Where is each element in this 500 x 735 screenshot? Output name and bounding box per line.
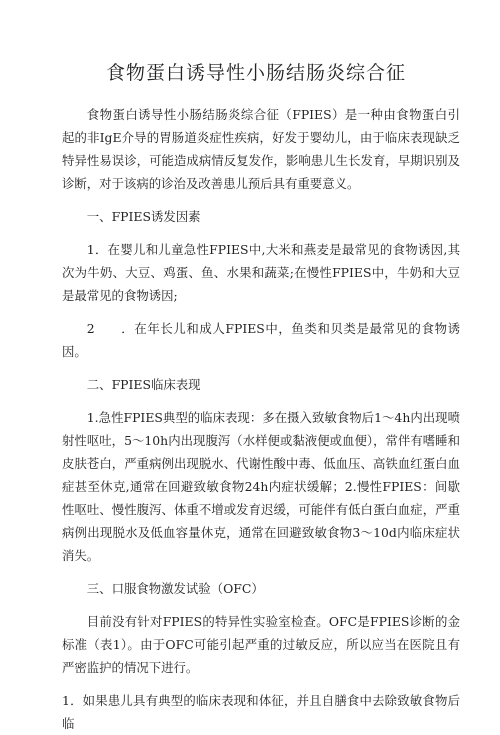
clinical-paragraph: 1.急性FPIES典型的临床表现：多在摄入致敏食物后1～4h内出现喷射性呕吐，5～10h内出现腹泻（水样便或黏液便或血便），常伴有嗜睡和皮肤苍白，严重病例出现脱水、代谢性酸中毒、低血压、高铁血红蛋白血症甚至休克,通常在回避致敏食物24h内症状缓解；2.慢性FPIES：间歇性呕吐、慢性腹泻、体重不增或发育迟缓，可能伴有低白蛋白血症，严重病例出现脱水及低血容量休克，通常在回避致敏食物3～10d内临床症状消失。 [62,410,460,563]
triggers-item-1: 1．在婴儿和儿童急性FPIES中,大米和燕麦是最常见的食物诱因,其次为牛奶、大豆、鸡蛋、鱼、水果和蔬菜;在慢性FPIES中，牛奶和大豆是最常见的食物诱因; [62,242,460,303]
section-heading-ofc: 三、口服食物激发试验（OFC） [86,581,264,596]
intro-paragraph: 食物蛋白诱导性小肠结肠炎综合征（FPIES）是一种由食物蛋白引起的非IgE介导的胃肠道炎症性疾病，好发于婴幼儿，由于临床表现缺乏特异性易误诊，可能造成病情反复发作，影响患儿生长发育，早期识别及诊断，对于该病的诊治及改善患儿预后具有重要意义。 [62,107,460,191]
document-title: 食物蛋白诱导性小肠结肠炎综合征 [105,62,406,84]
ofc-paragraph: 目前没有针对FPIES的特异性实验室检查。OFC是FPIES诊断的金标准（表1）。由于OFC可能引起严重的过敏反应，所以应当在医院且有严密监护的情况下进行。 [62,614,460,675]
triggers-item-2-number: 2 [86,321,95,336]
triggers-item-2 [62,317,460,363]
section-heading-clinical: 二、FPIES临床表现 [86,377,201,392]
ofc-item-1: 1．如果患儿具有典型的临床表现和体征，并且自膳食中去除致敏食物后临 [62,693,460,731]
triggers-item-2-text: ．在年长儿和成人FPIES中，鱼类和贝类是最常见的食物诱因。 [62,321,460,359]
section-heading-triggers: 一、FPIES诱发因素 [86,209,201,224]
